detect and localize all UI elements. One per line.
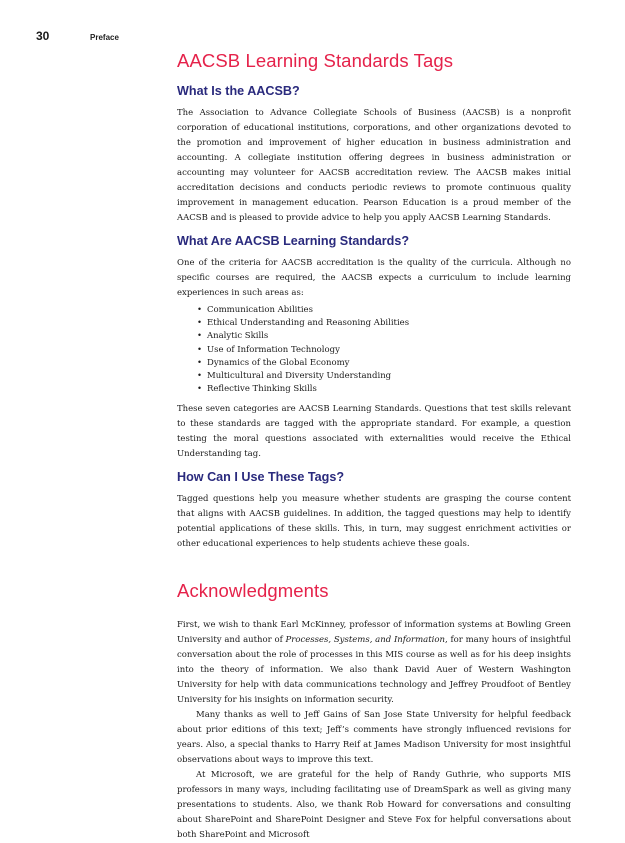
learning-standards-list [177,304,571,396]
use-tags-body: Tagged questions help you measure whether students are grasping the course content that aligns with AACSB guidelines. In addition, the tagged questions may help to identify potential applications of these skills. This, in turn, may suggest enrichment activities or other educational experiences to help students achieve these goals. [177,494,571,550]
learning-standards-outro: These seven categories are AACSB Learning Standards. Questions that test skills relevant to these standards are tagged with the appropriate standard. For example, a question testing the moral questions associated with externalities would receive the Ethical Understanding tag. [177,404,571,460]
learning-standards-intro: One of the criteria for AACSB accreditation is the quality of the curricula. Although no specific courses are required, the AACSB expects a curriculum to include learning experiences in such areas as: [177,258,571,298]
list-item: • Analytic Skills [197,330,571,343]
what-is-aacsb-heading: What Is the AACSB? [177,84,300,98]
page-header [36,29,119,43]
acknowledgments-paragraph-2: Many thanks as well to Jeff Gains of San Jose State University for helpful feedback about prior editions of this text; Jeff’s comments have strongly influenced revisions for years. Also, a special thanks to Harry Reif at James Madison University for most insightful observations about ways to improve this text. [177,710,571,766]
acknowledgments-paragraph-1: First, we wish to thank Earl McKinney, professor of information systems at Bowling Green University and author of Processes, Systems, and Information, for many hours of insightful conversation about the role of processes in this MIS course as well as for his deep insights into the theory of information. We also thank David Auer of Western Washington University for help with data communications technology and Jeffrey Proudfoot of Bentley University for his insights on information security. [177,620,572,706]
use-tags-heading: How Can I Use These Tags? [177,470,345,485]
list-item: • Communication Abilities [197,304,571,317]
page-number: 30 [36,29,50,43]
aacsb-section-title: AACSB Learning Standards Tags [177,50,454,71]
learning-standards-heading: What Are AACSB Learning Standards? [177,234,410,248]
list-item: • Reflective Thinking Skills [197,383,571,396]
acknowledgments-title: Acknowledgments [177,580,329,602]
book-title: Processes, Systems, and Information [285,635,445,646]
what-is-aacsb-body: The Association to Advance Collegiate Schools of Business (AACSB) is a nonprofit corporation of educational institutions, corporations, and other organizations devoted to the promotion and improvement of higher education in business administration and accounting. A collegiate institution offering degrees in business administration or accounting may volunteer for AACSB accreditation review. The AACSB makes initial accreditation decisions and conducts periodic reviews to promote continuous quality improvement in management education. Pearson Education is a proud member of the AACSB and is pleased to provide advice to help you apply AACSB Learning Standards. [177,108,571,223]
acknowledgments-paragraph-3: At Microsoft, we are grateful for the help of Randy Guthrie, who supports MIS professors in many ways, including facilitating use of DreamSpark as well as giving many presentations to students. Also, we thank Rob Howard for conversations and consulting about SharePoint and SharePoint Designer and Steve Fox for helpful conversations about both SharePoint and Microsoft [177,770,571,841]
running-head: Preface [90,33,119,42]
page-content [177,50,571,843]
list-item: • Multicultural and Diversity Understanding [197,370,571,383]
list-item: • Ethical Understanding and Reasoning Abilities [197,317,571,330]
list-item: • Dynamics of the Global Economy [197,357,571,370]
list-item: • Use of Information Technology [197,344,571,357]
